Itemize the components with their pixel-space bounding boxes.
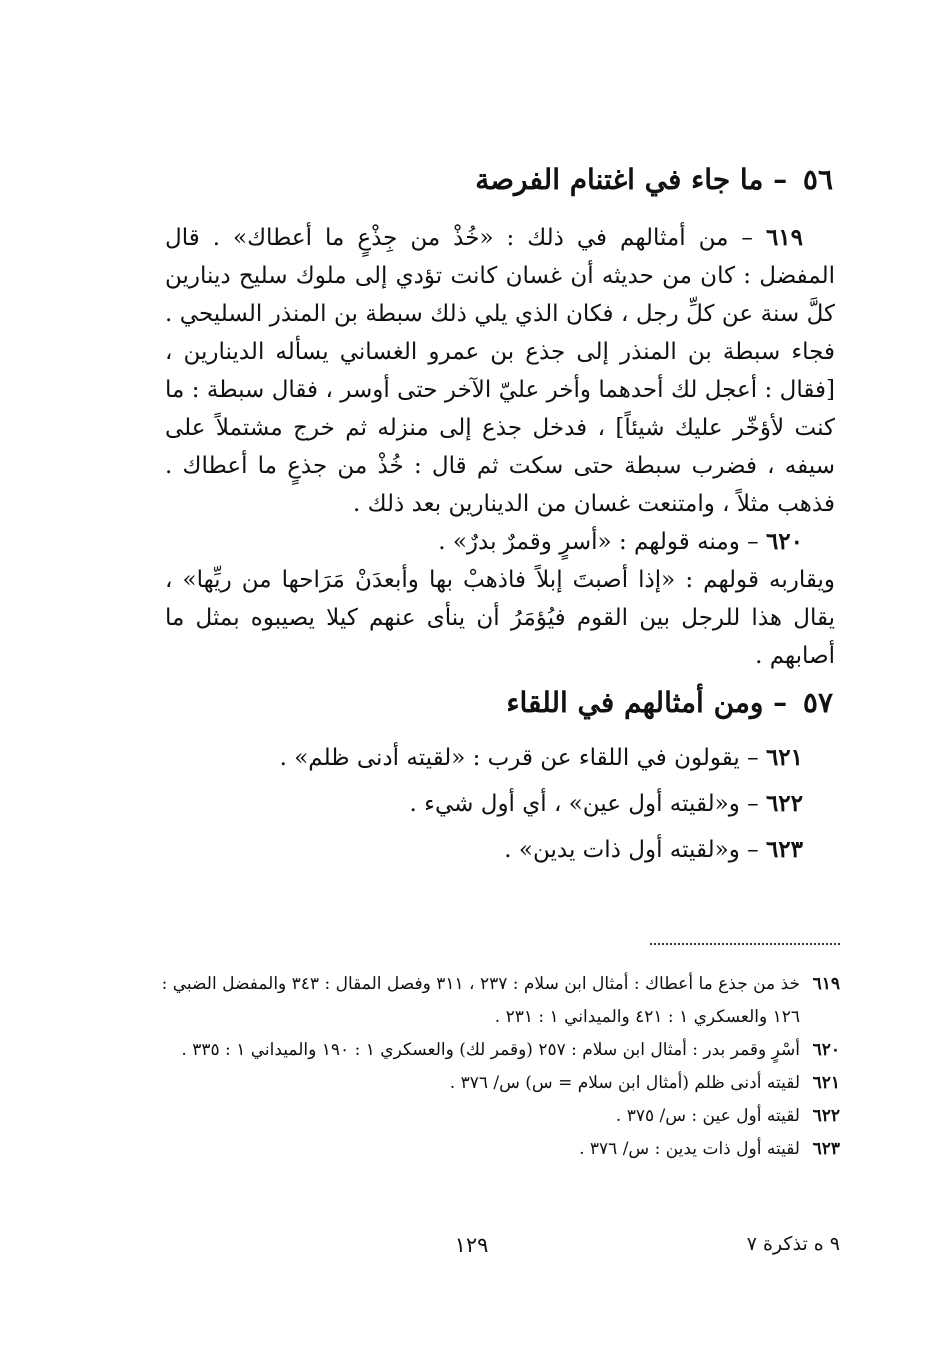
footnote-623 — [150, 1133, 840, 1166]
saying-paragraph-620 — [165, 523, 835, 561]
saying-line-621 — [280, 744, 803, 771]
saying-paragraph-619 — [165, 219, 835, 523]
footnote-number: ٦١٩ — [812, 974, 840, 994]
section-dash: – — [773, 163, 788, 196]
saying-text: – يقولون في اللقاء عن قرب : «لقيته أدنى ظلم» . — [279, 745, 759, 771]
section-title: ما جاء في اغتنام الفرصة — [475, 163, 764, 196]
footnotes — [150, 968, 840, 1166]
footnote-number: ٦٢١ — [812, 1073, 840, 1093]
section-dash: – — [773, 686, 788, 719]
saying-number: ٦٢٣ — [765, 836, 803, 863]
footnote-number: ٦٢٠ — [812, 1040, 840, 1060]
saying-number: ٦٢٢ — [765, 790, 803, 817]
section-title: ومن أمثالهم في اللقاء — [506, 686, 764, 719]
footnote-text: أسْرٍ وقمر بدر : أمثال ابن سلام : ٢٥٧ (وقمر لك) والعسكري ١ : ١٩٠ والميداني ١ : ٣٣٥ . — [181, 1040, 800, 1060]
section-number: ٥٧ — [802, 686, 833, 719]
section-heading-57 — [506, 686, 833, 719]
page-number: ١٢٩ — [454, 1233, 489, 1257]
saying-line-623 — [504, 836, 803, 863]
footnote-text: خذ من جذع ما أعطاك : أمثال ابن سلام : ٢٣٧ ، ٣١١ وفصل المقال : ٣٤٣ والمفضل الضبي : ١٢٦ والعسكري ١ : ٤٢١ والميداني ١ : ٢٣١ . — [161, 974, 800, 1027]
saying-line-622 — [410, 790, 803, 817]
saying-text: – و«لقيته أول ذات يدين» . — [504, 837, 759, 863]
footnote-divider — [650, 943, 840, 945]
section-number: ٥٦ — [802, 163, 833, 196]
footnote-620 — [150, 1034, 840, 1067]
section-56-body — [165, 219, 835, 675]
footnote-number: ٦٢٢ — [812, 1106, 840, 1126]
saying-text: – و«لقيته أول عين» ، أي أول شيء . — [409, 791, 759, 817]
printer-signature: ٩ ه تذكرة ٧ — [746, 1233, 840, 1255]
footnote-text: لقيته أول عين : س/ ٣٧٥ . — [615, 1106, 800, 1126]
footnote-text: لقيته أدنى ظلم (أمثال ابن سلام = س) س/ ٣٧٦ . — [449, 1073, 800, 1093]
section-heading-56 — [475, 163, 833, 196]
saying-text: – ومنه قولهم : «أسرٍ وقمرٌ بدرٌ» . — [438, 529, 759, 555]
saying-number: ٦١٩ — [765, 224, 803, 251]
footnote-621 — [150, 1067, 840, 1100]
saying-text: – من أمثالهم في ذلك : «خُذْ من جِذْعٍ ما أعطاك» . قال المفضل : كان من حديثه أن غسان كانت تؤدي إلى ملوك سليح دينارين كلَّ سنة عن كلِّ رجل ، فكان الذي يلي ذلك سبطة بن المنذر السليحي . فجاء سبطة بن المنذر إلى جذع بن عمرو الغساني يسأله الدينارين ، [فقال : أعجل لك أحدهما وأخر عليّ الآخر حتى أوسر ، فقال سبطة : ما كنت لأؤخّر عليك شيئاً] ، فدخل جذع إلى منزله ثم خرج مشتملاً على سيفه ، فضرب سبطة حتى سكت ثم قال : خُذْ من جذعٍ ما أعطاك . فذهب مثلاً ، وامتنعت غسان من الدينارين بعد ذلك . — [165, 225, 835, 517]
saying-number: ٦٢٠ — [765, 528, 803, 555]
footnote-622 — [150, 1100, 840, 1133]
commentary-text: ويقاربه قولهم : «إذا أصبتَ إبلاً فاذهبْ بها وأبعدَنْ مَرَاحها من ريِّها» ، يقال هذا للرجل بين القوم فيُؤمَرُ أن ينأى عنهم كيلا يصيبوه بمثل ما أصابهم . — [165, 567, 835, 669]
footnote-619 — [150, 968, 840, 1034]
footnote-text: لقيته أول ذات يدين : س/ ٣٧٦ . — [579, 1139, 800, 1159]
commentary-paragraph — [165, 561, 835, 675]
footnote-number: ٦٢٣ — [812, 1139, 840, 1159]
saying-number: ٦٢١ — [765, 744, 803, 771]
